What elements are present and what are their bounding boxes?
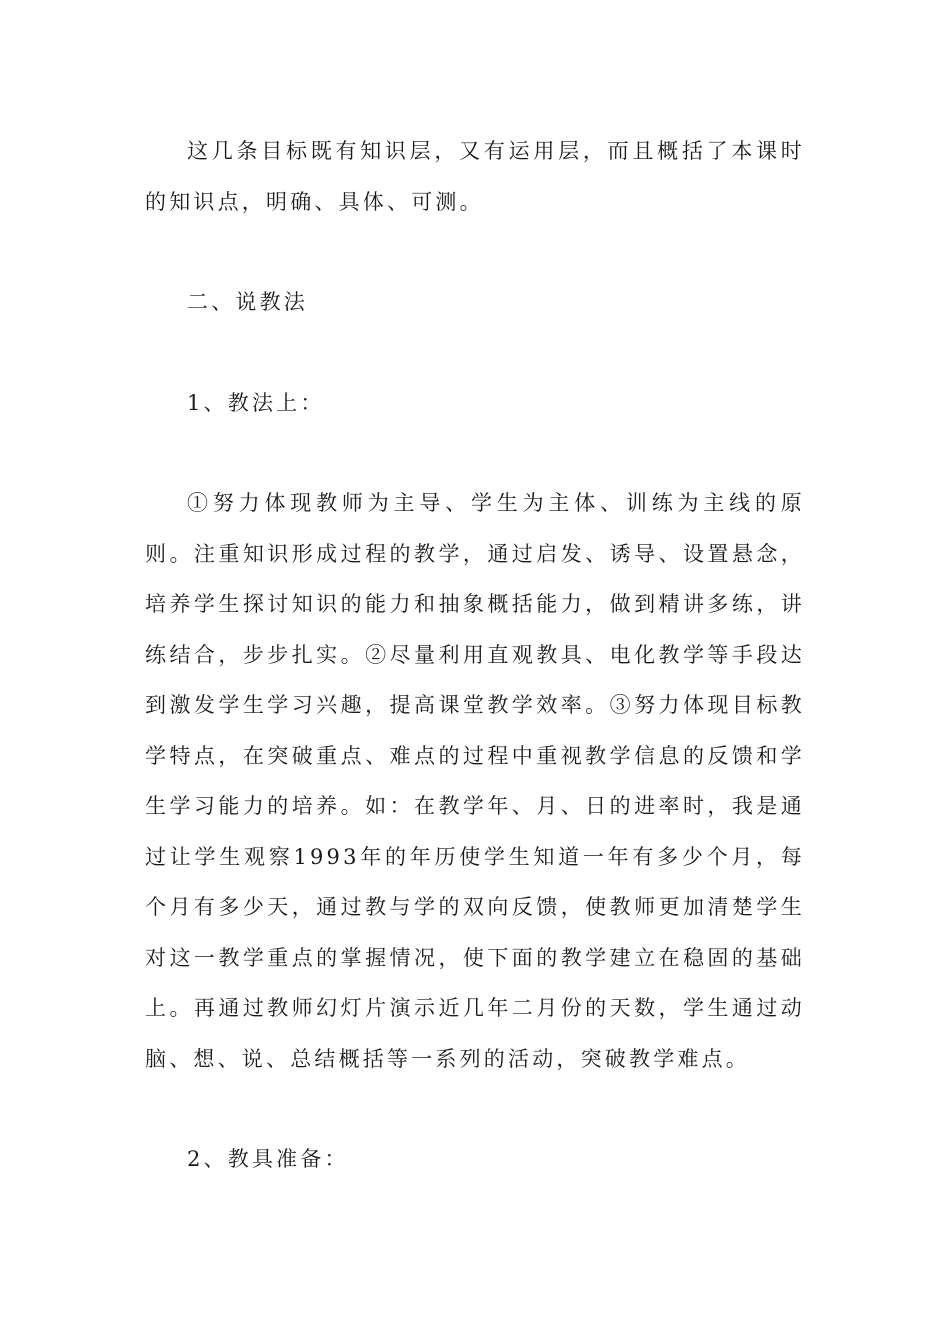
document-page [145, 126, 805, 1185]
subsection-heading-teaching-aids: 2、教具准备： [187, 1147, 349, 1171]
subsection-heading-method: 1、教法上： [187, 390, 325, 415]
intro-paragraph: 这几条目标既有知识层，又有运用层，而且概括了本课时的知识点，明确、具体、可测。 [145, 139, 805, 214]
section-heading-teaching-method: 二、说教法 [187, 290, 308, 314]
method-body-paragraph: ①努力体现教师为主导、学生为主体、训练为主线的原则。注重知识形成过程的教学，通过启发、诱导、设置悬念，培养学生探讨知识的能力和抽象概括能力，做到精讲多练，讲练结合，步步扎实。②尽量利用直观教具、电化教学等手段达到激发学生学习兴趣，提高课堂教学效率。③努力体现目标教学特点，在突破重点、难点的过程中重视教学信息的反馈和学生学习能力的培养。如：在教学年、月、日的进率时，我是通过让学生观察1993年的年历使学生知道一年有多少个月，每个月有多少天，通过教与学的双向反馈，使教师更加清楚学生对这一教学重点的掌握情况，使下面的教学建立在稳固的基础上。再通过教师幻灯片演示近几年二月份的天数，学生通过动脑、想、说、总结概括等一系列的活动，突破教学难点。 [145, 491, 805, 1071]
